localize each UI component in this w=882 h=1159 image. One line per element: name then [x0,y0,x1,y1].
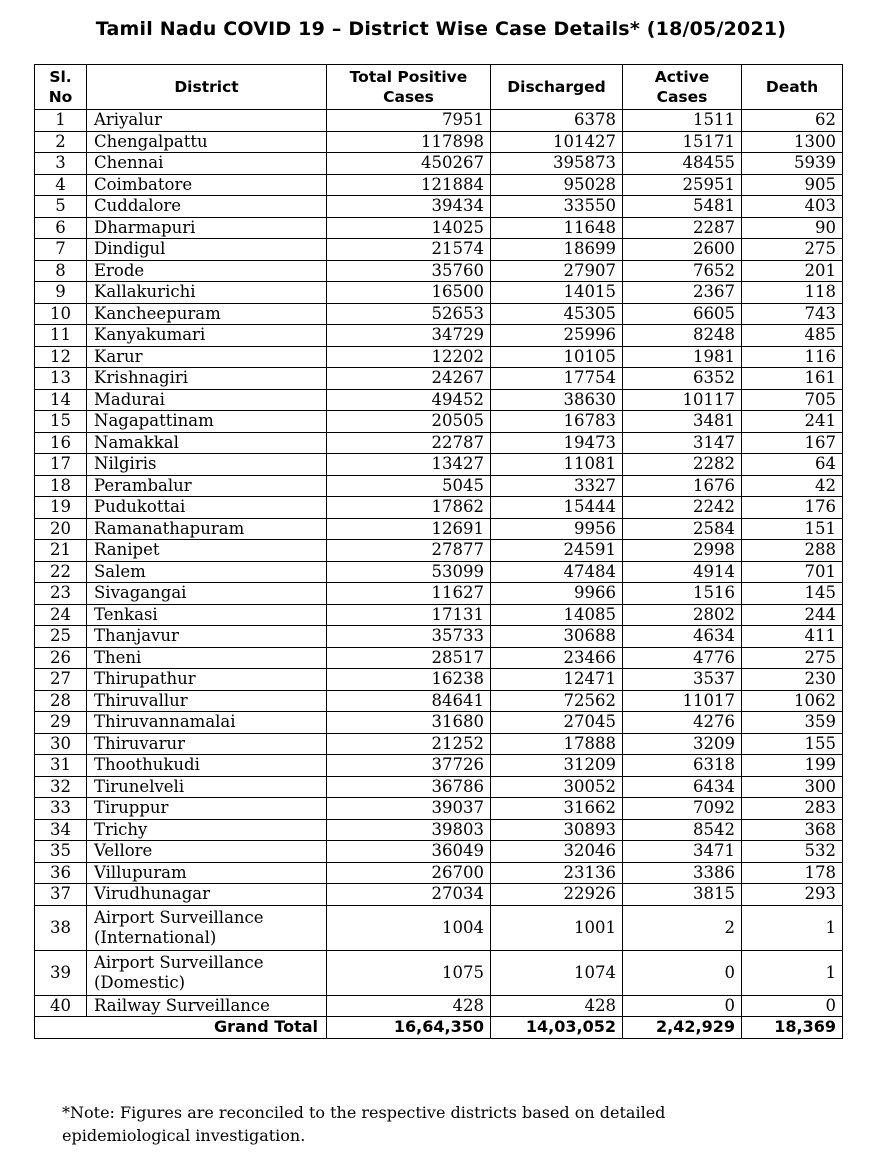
cell-sl-no: 11 [35,325,87,347]
cell-district: Coimbatore [87,174,327,196]
cell-sl-no: 36 [35,862,87,884]
cell-sl-no: 18 [35,475,87,497]
cell-death: 275 [742,239,843,261]
grand-total-active: 2,42,929 [623,1017,742,1039]
cell-total-positive: 7951 [327,110,491,132]
cell-total-positive: 16238 [327,669,491,691]
cell-death: 743 [742,303,843,325]
cell-discharged: 3327 [491,475,623,497]
header-discharged: Discharged [491,65,623,110]
cell-district: Madurai [87,389,327,411]
cell-total-positive: 39037 [327,798,491,820]
cell-discharged: 95028 [491,174,623,196]
cell-death: 359 [742,712,843,734]
cell-active: 1676 [623,475,742,497]
cell-active: 6352 [623,368,742,390]
table-row [35,776,843,798]
cell-total-positive: 17862 [327,497,491,519]
cell-death: 300 [742,776,843,798]
cell-discharged: 101427 [491,131,623,153]
cell-death: 241 [742,411,843,433]
cell-sl-no: 39 [35,950,87,995]
cell-total-positive: 13427 [327,454,491,476]
cell-discharged: 30688 [491,626,623,648]
cell-death: 155 [742,733,843,755]
cell-total-positive: 53099 [327,561,491,583]
cell-total-positive: 35733 [327,626,491,648]
cell-total-positive: 52653 [327,303,491,325]
cell-district: Cuddalore [87,196,327,218]
table-row [35,260,843,282]
cell-active: 2802 [623,604,742,626]
cell-active: 5481 [623,196,742,218]
cell-discharged: 31209 [491,755,623,777]
cell-death: 244 [742,604,843,626]
cell-district: Airport Surveillance (International) [87,905,327,950]
cell-district: Kanyakumari [87,325,327,347]
cell-sl-no: 35 [35,841,87,863]
cell-total-positive: 39803 [327,819,491,841]
cell-total-positive: 39434 [327,196,491,218]
cell-death: 176 [742,497,843,519]
cell-death: 0 [742,995,843,1017]
cell-active: 2367 [623,282,742,304]
cell-death: 151 [742,518,843,540]
cell-total-positive: 1075 [327,950,491,995]
table-row [35,282,843,304]
cell-district: Theni [87,647,327,669]
cell-sl-no: 14 [35,389,87,411]
cell-district: Pudukottai [87,497,327,519]
cell-sl-no: 26 [35,647,87,669]
cell-death: 275 [742,647,843,669]
cell-district: Ranipet [87,540,327,562]
cell-death: 485 [742,325,843,347]
cell-discharged: 17888 [491,733,623,755]
cell-district: Sivagangai [87,583,327,605]
table-row [35,518,843,540]
cell-discharged: 14085 [491,604,623,626]
cell-sl-no: 1 [35,110,87,132]
cell-sl-no: 7 [35,239,87,261]
cell-total-positive: 31680 [327,712,491,734]
cell-death: 701 [742,561,843,583]
cell-district: Vellore [87,841,327,863]
cell-death: 1062 [742,690,843,712]
cell-discharged: 12471 [491,669,623,691]
cell-total-positive: 450267 [327,153,491,175]
cell-district: Dharmapuri [87,217,327,239]
cell-discharged: 19473 [491,432,623,454]
table-row [35,690,843,712]
cell-sl-no: 31 [35,755,87,777]
cell-total-positive: 21574 [327,239,491,261]
cell-active: 2 [623,905,742,950]
table-row [35,432,843,454]
cell-total-positive: 428 [327,995,491,1017]
cell-total-positive: 20505 [327,411,491,433]
table-row [35,174,843,196]
header-sl-no: Sl. No [35,65,87,110]
cell-district: Thoothukudi [87,755,327,777]
cell-death: 293 [742,884,843,906]
cell-sl-no: 29 [35,712,87,734]
cell-death: 1 [742,950,843,995]
cell-sl-no: 16 [35,432,87,454]
cell-discharged: 11081 [491,454,623,476]
cell-active: 48455 [623,153,742,175]
cell-sl-no: 24 [35,604,87,626]
cell-total-positive: 24267 [327,368,491,390]
cell-district: Railway Surveillance [87,995,327,1017]
cell-total-positive: 21252 [327,733,491,755]
table-row [35,798,843,820]
cell-active: 4634 [623,626,742,648]
cell-total-positive: 27034 [327,884,491,906]
table-row [35,346,843,368]
cell-total-positive: 16500 [327,282,491,304]
cell-death: 62 [742,110,843,132]
cell-discharged: 14015 [491,282,623,304]
grand-total-positive: 16,64,350 [327,1017,491,1039]
cell-death: 532 [742,841,843,863]
cell-discharged: 25996 [491,325,623,347]
cell-death: 1300 [742,131,843,153]
grand-total-label: Grand Total [35,1017,327,1039]
cell-active: 6605 [623,303,742,325]
cell-sl-no: 27 [35,669,87,691]
cell-discharged: 27045 [491,712,623,734]
table-row [35,540,843,562]
cell-death: 116 [742,346,843,368]
cell-district: Thanjavur [87,626,327,648]
table-row [35,819,843,841]
cell-district: Tiruppur [87,798,327,820]
cell-sl-no: 33 [35,798,87,820]
cell-discharged: 47484 [491,561,623,583]
cell-sl-no: 25 [35,626,87,648]
cell-active: 15171 [623,131,742,153]
table-row [35,454,843,476]
cell-sl-no: 15 [35,411,87,433]
cell-active: 1511 [623,110,742,132]
cell-total-positive: 17131 [327,604,491,626]
cell-active: 8248 [623,325,742,347]
cell-sl-no: 28 [35,690,87,712]
cell-sl-no: 5 [35,196,87,218]
cell-active: 3537 [623,669,742,691]
cell-death: 288 [742,540,843,562]
cell-discharged: 1001 [491,905,623,950]
cell-total-positive: 28517 [327,647,491,669]
district-case-table [34,64,843,1039]
cell-active: 2998 [623,540,742,562]
cell-death: 411 [742,626,843,648]
cell-district: Kancheepuram [87,303,327,325]
cell-active: 8542 [623,819,742,841]
table-row [35,669,843,691]
cell-district: Dindigul [87,239,327,261]
cell-district: Tirunelveli [87,776,327,798]
cell-district: Thirupathur [87,669,327,691]
cell-active: 11017 [623,690,742,712]
cell-total-positive: 121884 [327,174,491,196]
header-total-positive: Total Positive Cases [327,65,491,110]
cell-active: 2242 [623,497,742,519]
cell-sl-no: 12 [35,346,87,368]
page-title: Tamil Nadu COVID 19 – District Wise Case Details* (18/05/2021) [95,18,787,40]
cell-active: 2600 [623,239,742,261]
cell-death: 161 [742,368,843,390]
cell-district: Villupuram [87,862,327,884]
cell-death: 403 [742,196,843,218]
table-row [35,712,843,734]
cell-total-positive: 117898 [327,131,491,153]
grand-total-row [35,1017,843,1039]
cell-total-positive: 36049 [327,841,491,863]
cell-discharged: 428 [491,995,623,1017]
table-row [35,389,843,411]
cell-death: 118 [742,282,843,304]
cell-district: Ramanathapuram [87,518,327,540]
cell-total-positive: 27877 [327,540,491,562]
cell-active: 4914 [623,561,742,583]
cell-discharged: 17754 [491,368,623,390]
cell-active: 2282 [623,454,742,476]
cell-district: Tenkasi [87,604,327,626]
cell-death: 5939 [742,153,843,175]
cell-active: 4776 [623,647,742,669]
cell-discharged: 11648 [491,217,623,239]
table-row [35,995,843,1017]
cell-discharged: 38630 [491,389,623,411]
cell-active: 10117 [623,389,742,411]
cell-active: 1981 [623,346,742,368]
table-row [35,884,843,906]
cell-active: 6318 [623,755,742,777]
cell-total-positive: 36786 [327,776,491,798]
cell-total-positive: 26700 [327,862,491,884]
cell-death: 905 [742,174,843,196]
cell-total-positive: 5045 [327,475,491,497]
table-row [35,604,843,626]
cell-district: Namakkal [87,432,327,454]
cell-district: Krishnagiri [87,368,327,390]
grand-total-death: 18,369 [742,1017,843,1039]
cell-discharged: 33550 [491,196,623,218]
cell-sl-no: 40 [35,995,87,1017]
cell-sl-no: 6 [35,217,87,239]
cell-discharged: 15444 [491,497,623,519]
cell-active: 6434 [623,776,742,798]
cell-active: 25951 [623,174,742,196]
table-row [35,153,843,175]
cell-sl-no: 2 [35,131,87,153]
cell-death: 368 [742,819,843,841]
table-row [35,239,843,261]
cell-district: Thiruvannamalai [87,712,327,734]
cell-district: Virudhunagar [87,884,327,906]
cell-death: 42 [742,475,843,497]
table-row [35,411,843,433]
footnote: *Note: Figures are reconciled to the respective districts based on detailed epidemiological investigation. [62,1103,666,1145]
table-row [35,733,843,755]
cell-district: Thiruvarur [87,733,327,755]
cell-district: Airport Surveillance (Domestic) [87,950,327,995]
cell-sl-no: 38 [35,905,87,950]
cell-sl-no: 8 [35,260,87,282]
cell-sl-no: 21 [35,540,87,562]
cell-discharged: 30052 [491,776,623,798]
cell-district: Chennai [87,153,327,175]
cell-death: 145 [742,583,843,605]
cell-district: Karur [87,346,327,368]
cell-total-positive: 37726 [327,755,491,777]
cell-sl-no: 37 [35,884,87,906]
cell-district: Chengalpattu [87,131,327,153]
cell-sl-no: 4 [35,174,87,196]
table-row [35,303,843,325]
cell-total-positive: 49452 [327,389,491,411]
cell-total-positive: 34729 [327,325,491,347]
cell-active: 4276 [623,712,742,734]
cell-total-positive: 35760 [327,260,491,282]
cell-district: Salem [87,561,327,583]
cell-sl-no: 9 [35,282,87,304]
table-row [35,905,843,950]
cell-discharged: 10105 [491,346,623,368]
cell-active: 7652 [623,260,742,282]
cell-sl-no: 32 [35,776,87,798]
cell-active: 3209 [623,733,742,755]
cell-active: 3815 [623,884,742,906]
table-row [35,475,843,497]
cell-district: Nilgiris [87,454,327,476]
cell-death: 705 [742,389,843,411]
cell-discharged: 9956 [491,518,623,540]
cell-active: 7092 [623,798,742,820]
cell-sl-no: 13 [35,368,87,390]
cell-sl-no: 10 [35,303,87,325]
table-row [35,368,843,390]
cell-discharged: 24591 [491,540,623,562]
cell-sl-no: 23 [35,583,87,605]
table-row [35,131,843,153]
cell-active: 2584 [623,518,742,540]
cell-sl-no: 22 [35,561,87,583]
cell-active: 3481 [623,411,742,433]
cell-discharged: 22926 [491,884,623,906]
cell-district: Erode [87,260,327,282]
cell-total-positive: 12202 [327,346,491,368]
cell-total-positive: 11627 [327,583,491,605]
cell-district: Nagapattinam [87,411,327,433]
cell-active: 3471 [623,841,742,863]
cell-sl-no: 34 [35,819,87,841]
cell-sl-no: 19 [35,497,87,519]
cell-active: 0 [623,950,742,995]
table-row [35,841,843,863]
cell-active: 0 [623,995,742,1017]
cell-death: 178 [742,862,843,884]
cell-district: Perambalur [87,475,327,497]
cell-death: 199 [742,755,843,777]
cell-sl-no: 30 [35,733,87,755]
cell-discharged: 23136 [491,862,623,884]
cell-total-positive: 22787 [327,432,491,454]
table-row [35,561,843,583]
cell-discharged: 23466 [491,647,623,669]
table-row [35,755,843,777]
header-death: Death [742,65,843,110]
cell-active: 1516 [623,583,742,605]
cell-total-positive: 84641 [327,690,491,712]
table-header-row [35,65,843,110]
cell-sl-no: 17 [35,454,87,476]
table-row [35,583,843,605]
cell-discharged: 31662 [491,798,623,820]
cell-active: 3147 [623,432,742,454]
cell-discharged: 45305 [491,303,623,325]
table-row [35,497,843,519]
header-district: District [87,65,327,110]
table-row [35,862,843,884]
cell-district: Trichy [87,819,327,841]
cell-death: 230 [742,669,843,691]
cell-discharged: 32046 [491,841,623,863]
table-row [35,647,843,669]
cell-discharged: 72562 [491,690,623,712]
cell-death: 64 [742,454,843,476]
cell-sl-no: 20 [35,518,87,540]
cell-discharged: 1074 [491,950,623,995]
table-row [35,950,843,995]
cell-active: 2287 [623,217,742,239]
cell-district: Ariyalur [87,110,327,132]
cell-discharged: 6378 [491,110,623,132]
cell-discharged: 16783 [491,411,623,433]
cell-active: 3386 [623,862,742,884]
cell-district: Kallakurichi [87,282,327,304]
table-row [35,325,843,347]
grand-total-discharged: 14,03,052 [491,1017,623,1039]
cell-death: 167 [742,432,843,454]
cell-death: 1 [742,905,843,950]
cell-discharged: 27907 [491,260,623,282]
cell-discharged: 30893 [491,819,623,841]
cell-total-positive: 12691 [327,518,491,540]
cell-death: 283 [742,798,843,820]
cell-death: 90 [742,217,843,239]
table-row [35,196,843,218]
table-row [35,217,843,239]
table-body [35,110,843,1017]
cell-death: 201 [742,260,843,282]
cell-district: Thiruvallur [87,690,327,712]
cell-discharged: 9966 [491,583,623,605]
header-active: Active Cases [623,65,742,110]
cell-discharged: 395873 [491,153,623,175]
cell-sl-no: 3 [35,153,87,175]
table-row [35,110,843,132]
cell-total-positive: 14025 [327,217,491,239]
cell-discharged: 18699 [491,239,623,261]
cell-total-positive: 1004 [327,905,491,950]
table-row [35,626,843,648]
